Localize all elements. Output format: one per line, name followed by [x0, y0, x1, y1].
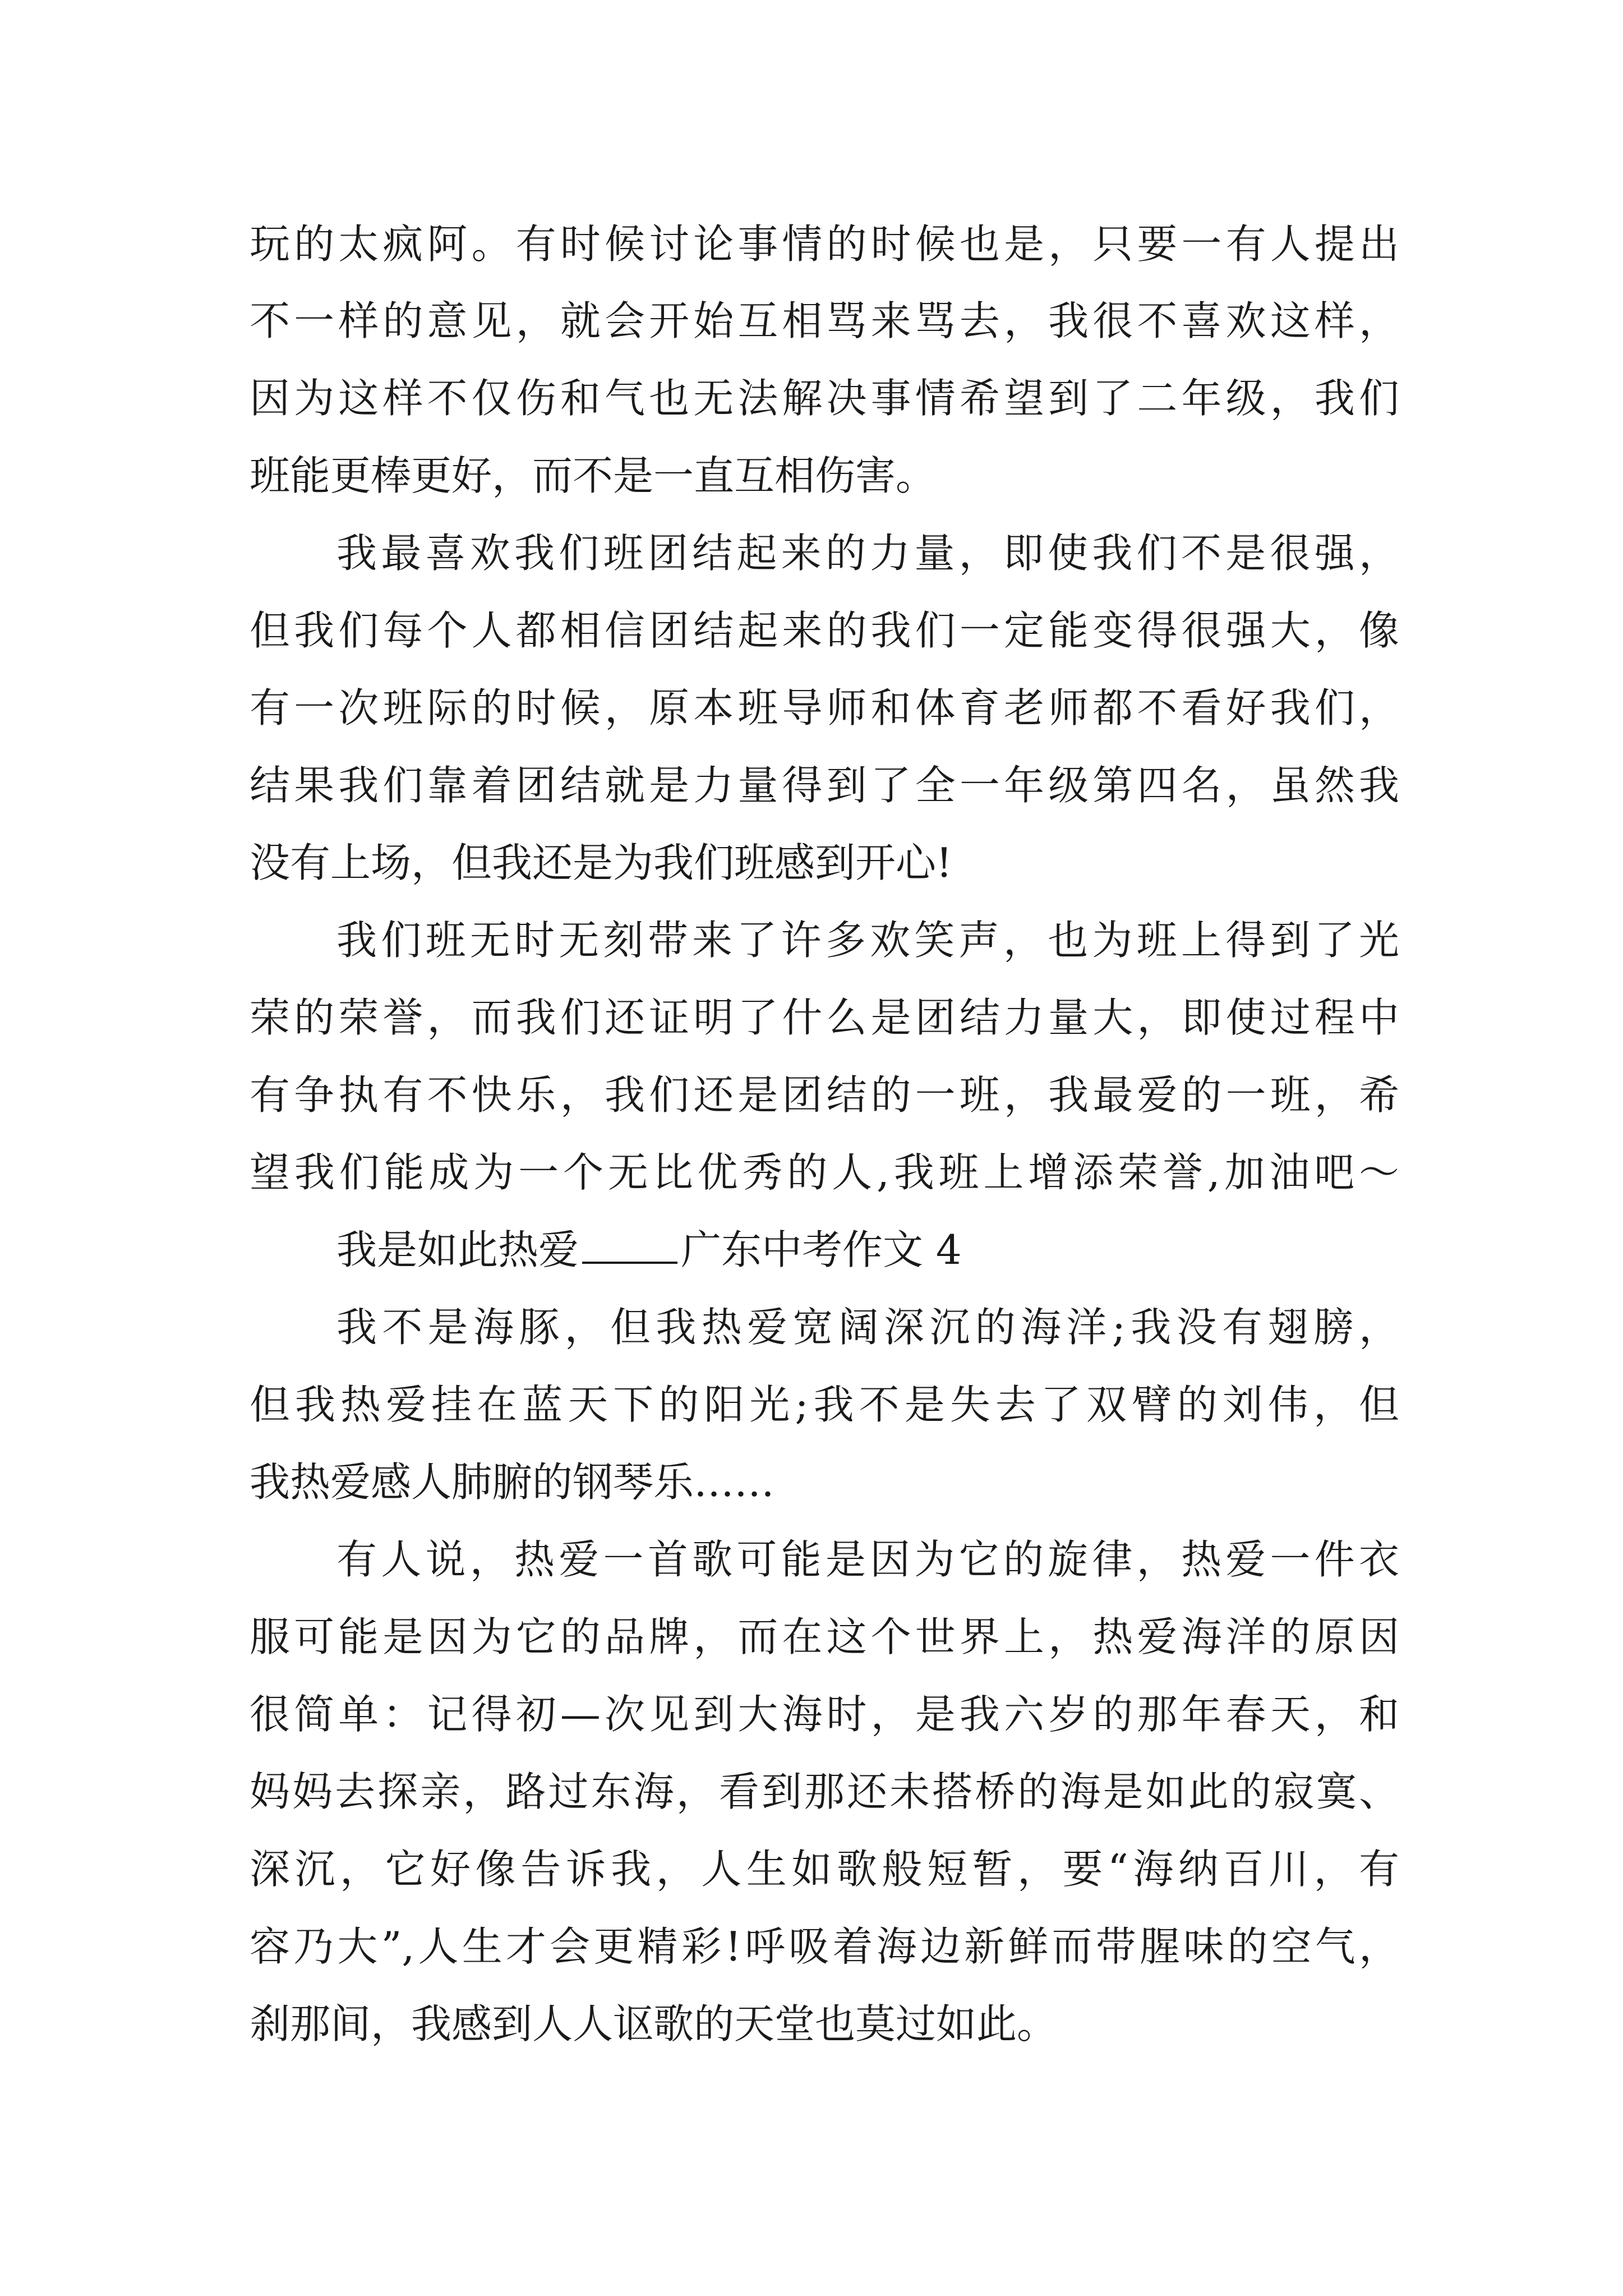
- paragraph-line: 玩的太疯阿。有时候讨论事情的时候也是，只要一有人提出: [250, 220, 1399, 268]
- paragraph-line: 班能更棒更好，而不是一直互相伤害。: [250, 452, 937, 499]
- paragraph-line: 有一次班际的时候，原本班导师和体育老师都不看好我们，: [250, 684, 1399, 731]
- heading-part2: 广东中考作文 4: [681, 1226, 962, 1273]
- paragraph-line: 我不是海豚，但我热爱宽阔深沉的海洋;我没有翅膀，: [336, 1304, 1399, 1351]
- paragraph-line: 但我们每个人都相信团结起来的我们一定能变得很强大，像: [250, 607, 1399, 654]
- paragraph-line: 深沉，它好像告诉我，人生如歌般短暂，要“海纳百川，有: [250, 1846, 1399, 1893]
- heading-part1: 我是如此热爱: [336, 1226, 579, 1273]
- paragraph-line: 不一样的意见，就会开始互相骂来骂去，我很不喜欢这样，: [250, 297, 1399, 344]
- paragraph-line: 服可能是因为它的品牌，而在这个世界上，热爱海洋的原因: [250, 1613, 1399, 1660]
- paragraph-line: 有人说，热爱一首歌可能是因为它的旋律，热爱一件衣: [336, 1536, 1399, 1583]
- section-heading: [336, 1213, 1399, 1286]
- paragraph-line: 妈妈去探亲，路过东海，看到那还未搭桥的海是如此的寂寞、: [250, 1768, 1399, 1815]
- paragraph-line: 因为这样不仅伤和气也无法解决事情希望到了二年级，我们: [250, 375, 1399, 422]
- paragraph-line: 没有上场，但我还是为我们班感到开心!: [250, 839, 952, 886]
- paragraph-line: 很简单：记得初—次见到大海时，是我六岁的那年春天，和: [250, 1691, 1399, 1738]
- paragraph-line: 但我热爱挂在蓝天下的阳光;我不是失去了双臂的刘伟，但: [250, 1381, 1399, 1428]
- paragraph-line: 刹那间，我感到人人讴歌的天堂也莫过如此。: [250, 2000, 1058, 2047]
- paragraph-line: 结果我们靠着团结就是力量得到了全一年级第四名，虽然我: [250, 762, 1399, 809]
- paragraph-line: 有争执有不快乐，我们还是团结的一班，我最爱的一班，希: [250, 1071, 1399, 1119]
- paragraph-line: 容乃大”,人生才会更精彩!呼吸着海边新鲜而带腥味的空气，: [250, 1923, 1399, 1970]
- heading-blank-underline: [582, 1228, 677, 1264]
- paragraph-line: 荣的荣誉，而我们还证明了什么是团结力量大，即使过程中: [250, 994, 1399, 1041]
- paragraph-line: 我们班无时无刻带来了许多欢笑声，也为班上得到了光: [336, 917, 1399, 964]
- paragraph-line: 我最喜欢我们班团结起来的力量，即使我们不是很强，: [336, 530, 1399, 577]
- paragraph-line: 我热爱感人肺腑的钢琴乐……: [250, 1458, 775, 1506]
- paragraph-line: 望我们能成为一个无比优秀的人,我班上增添荣誉,加油吧～: [250, 1149, 1399, 1196]
